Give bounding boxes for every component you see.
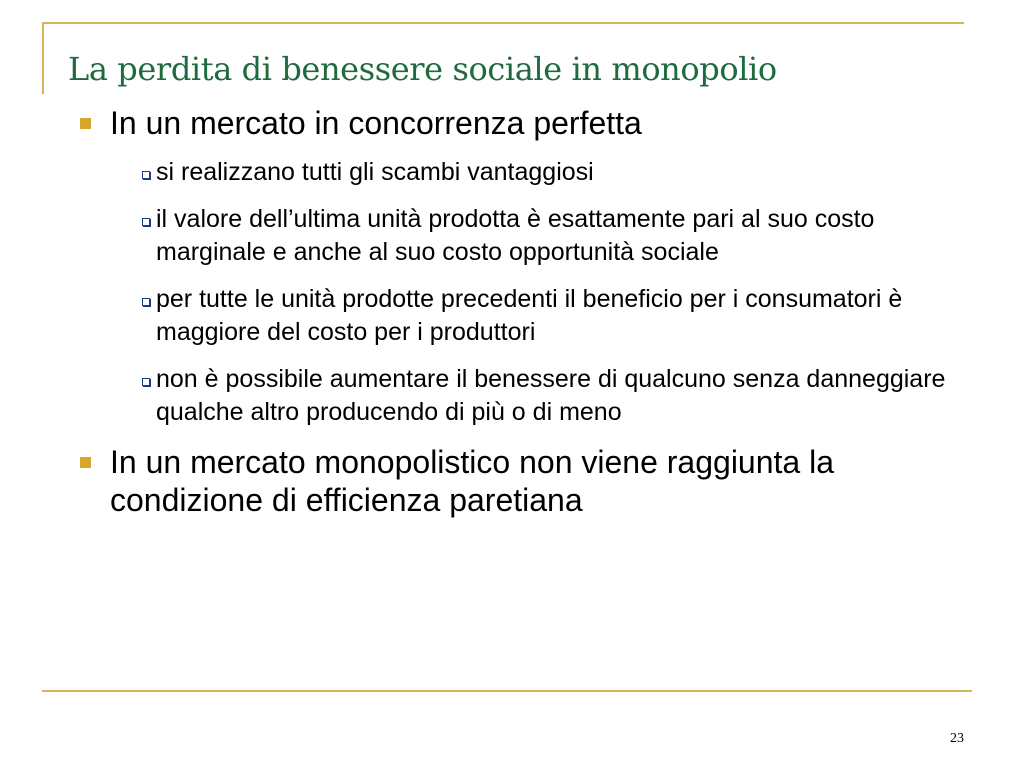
hollow-square-bullet-icon <box>142 171 150 179</box>
hollow-square-bullet-icon <box>142 298 150 306</box>
frame-bottom-line <box>42 690 972 692</box>
page-number: 23 <box>950 731 964 746</box>
bullet-text: In un mercato monopolistico non viene raggiunta la condizione di efficienza paretiana <box>110 444 834 518</box>
frame-left-line <box>42 22 44 94</box>
sub-bullet-item <box>126 156 968 189</box>
sub-bullet-item <box>126 203 968 269</box>
bullet-item <box>78 443 968 519</box>
sub-bullet-text: per tutte le unità prodotte precedenti il beneficio per i consumatori è maggiore del costo per i produttori <box>156 285 903 346</box>
sub-bullet-item <box>126 363 968 429</box>
sub-bullet-item <box>126 283 968 349</box>
bullet-item <box>78 104 968 429</box>
bullet-list <box>78 104 968 519</box>
square-bullet-icon <box>80 118 91 129</box>
sub-bullet-list <box>126 156 968 429</box>
slide-title: La perdita di benessere sociale in monopolio <box>68 50 777 88</box>
hollow-square-bullet-icon <box>142 218 150 226</box>
slide-content <box>78 104 968 519</box>
sub-bullet-text: il valore dell’ultima unità prodotta è esattamente pari al suo costo marginale e anche al suo costo opportunità sociale <box>156 205 875 266</box>
bullet-text: In un mercato in concorrenza perfetta <box>110 105 642 141</box>
hollow-square-bullet-icon <box>142 378 150 386</box>
sub-bullet-text: non è possibile aumentare il benessere di qualcuno senza danneggiare qualche altro producendo di più o di meno <box>156 365 946 426</box>
square-bullet-icon <box>80 457 91 468</box>
frame-top-line <box>42 22 964 24</box>
sub-bullet-text: si realizzano tutti gli scambi vantaggiosi <box>156 158 594 186</box>
